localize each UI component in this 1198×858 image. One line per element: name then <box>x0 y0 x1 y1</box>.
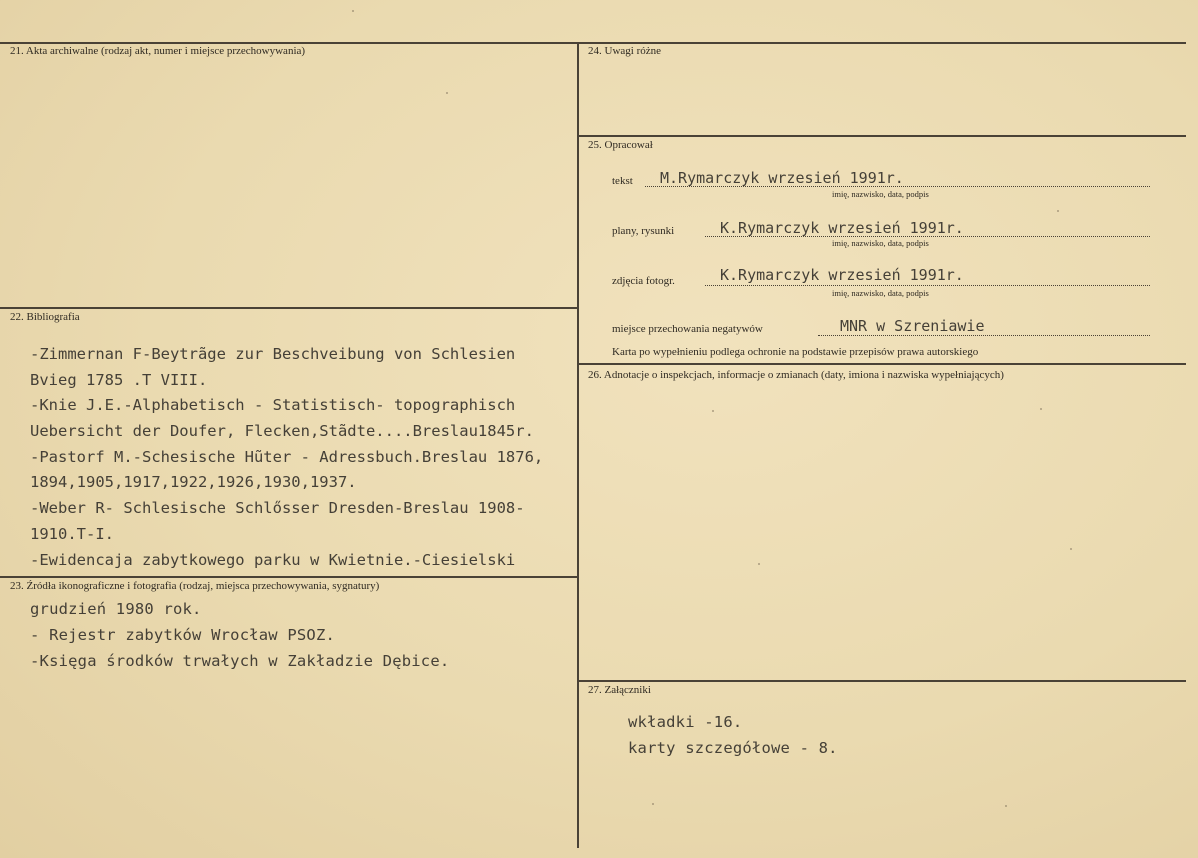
section-27-label: 27. Załączniki <box>588 684 651 696</box>
divider-26-27 <box>578 680 1186 682</box>
drawings-author-label: plany, rysunki <box>612 225 675 237</box>
section-25-label: 25. Opracował <box>588 139 653 151</box>
text-author-label: tekst <box>612 175 633 187</box>
bibliography-line: -Pastorf M.-Schesische Hũter - Adressbuch.Breslau 1876, <box>30 447 544 466</box>
attachments-line: wkładki -16. <box>628 713 743 731</box>
photos-author-line <box>705 285 1150 286</box>
section-24-label: 24. Uwagi różne <box>588 45 662 57</box>
paper-speck <box>446 92 448 94</box>
paper-speck <box>1040 408 1042 410</box>
divider-21-22 <box>0 307 578 309</box>
paper-speck <box>1005 805 1007 807</box>
paper-speck <box>652 803 654 805</box>
bibliography-line: Bvieg 1785 .T VIII. <box>30 370 208 389</box>
bibliography-line: 1910.T-I. <box>30 524 114 543</box>
iconography-line: -Księga środków trwałych w Zakładzie Dębice. <box>30 652 450 670</box>
photos-author-value: K.Rymarczyk wrzesień 1991r. <box>720 266 964 284</box>
paper-speck <box>1057 210 1059 212</box>
photos-author-caption: imię, nazwisko, data, podpis <box>832 288 929 298</box>
section-23-label: 23. Źródła ikonograficzne i fotografia (rodzaj, miejsca przechowywania, sygnatury) <box>10 580 380 592</box>
attachments-line: karty szczegółowe - 8. <box>628 739 838 757</box>
bibliography-line: -Weber R- Schlesische Schlősser Dresden-Breslau 1908- <box>30 499 525 518</box>
center-divider <box>577 42 579 848</box>
drawings-author-line <box>705 236 1150 237</box>
bibliography-line: Uebersicht der Doufer, Flecken,Stãdte....Breslau1845r. <box>30 422 534 441</box>
negatives-value: MNR w Szreniawie <box>840 317 985 335</box>
photos-author-label: zdjęcia fotogr. <box>612 275 675 287</box>
copyright-note: Karta po wypełnieniu podlega ochronie na podstawie przepisów prawa autorskiego <box>612 346 979 358</box>
divider-22-23 <box>0 576 578 578</box>
bibliography-line: -Knie J.E.-Alphabetisch - Statistisch- topographisch <box>30 396 516 415</box>
text-author-value: M.Rymarczyk wrzesień 1991r. <box>660 169 904 187</box>
divider-24-25 <box>578 135 1186 137</box>
bibliography-line: -Ewidencaja zabytkowego parku w Kwietnie.-Ciesielski <box>30 550 516 569</box>
iconography-line: - Rejestr zabytków Wrocław PSOZ. <box>30 626 336 644</box>
iconography-line: grudzień 1980 rok. <box>30 600 202 618</box>
negatives-label: miejsce przechowania negatywów <box>612 323 763 335</box>
bibliography-line: -Zimmernan F-Beytrãge zur Beschveibung von Schlesien <box>30 345 516 363</box>
paper-speck <box>712 410 714 412</box>
negatives-line <box>818 335 1150 336</box>
text-author-line <box>645 186 1150 187</box>
text-author-caption: imię, nazwisko, data, podpis <box>832 189 929 199</box>
paper-speck <box>352 10 354 12</box>
section-21-label: 21. Akta archiwalne (rodzaj akt, numer i miejsce przechowywania) <box>10 45 306 57</box>
section-26-label: 26. Adnotacje o inspekcjach, informacje o zmianach (daty, imiona i nazwiska wypełniających) <box>588 369 1004 381</box>
paper-speck <box>758 563 760 565</box>
divider-25-26 <box>578 363 1186 365</box>
section-22-label: 22. Bibliografia <box>10 311 80 323</box>
drawings-author-value: K.Rymarczyk wrzesień 1991r. <box>720 219 964 237</box>
top-border <box>0 42 1186 44</box>
paper-speck <box>1070 548 1072 550</box>
bibliography-line: 1894,1905,1917,1922,1926,1930,1937. <box>30 473 357 492</box>
drawings-author-caption: imię, nazwisko, data, podpis <box>832 238 929 248</box>
bibliography-list <box>30 342 543 573</box>
